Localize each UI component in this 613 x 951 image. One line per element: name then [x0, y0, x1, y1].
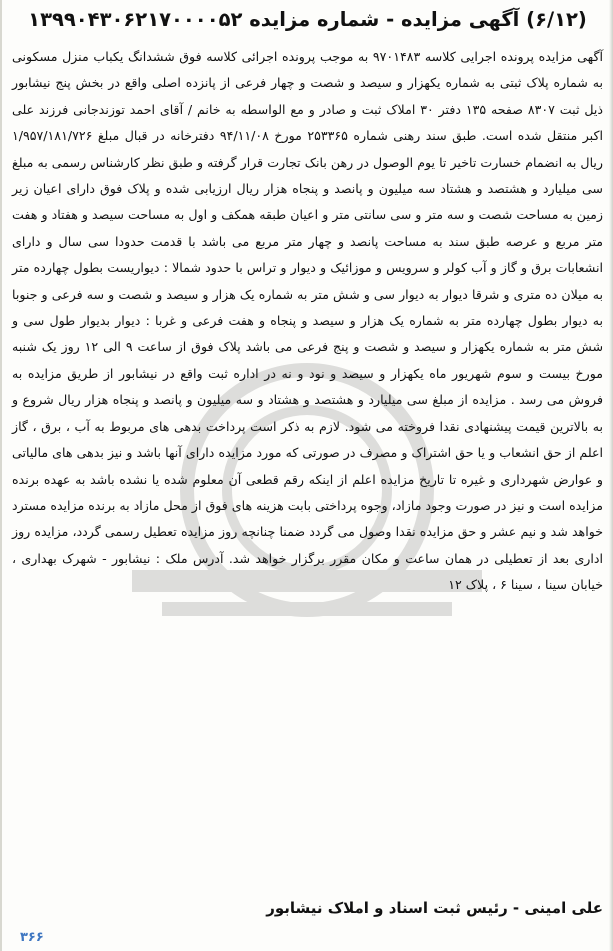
- notice-body: آگهی مزایده پرونده اجرایی کلاسه ۹۷۰۱۴۸۳ به موجب پرونده اجرائی کلاسه فوق ششدانگ یکباب منزل مسکونی به شماره پلاک ثبتی به شماره یکهزار و سیصد و شصت و چهار فرعی از پانزده اصلی واقع در بخش پنج نیشابور ذیل ثبت ۸۳۰۷ صفحه ۱۳۵ دفتر ۳۰ املاک ثبت و صادر و مع الواسطه به خانم / آقای احمد توزندجانی فرزند علی اکبر منتقل شده است. طبق سند رهنی شماره ۲۵۳۳۶۵ مورخ ۹۴/۱۱/۰۸ دفترخانه در قبال مبلغ ۱/۹۵۷/۱۸۱/۷۲۶ ریال به انضمام خسارت تاخیر تا یوم الوصول در رهن بانک تجارت قرار گرفته و طبق نظر کارشناس رسمی به مبلغ سی میلیارد و هشتصد و هشتاد سه میلیون و پانصد و پنجاه هزار ریال ارزیابی شده و پلاک فوق دارای اعیان زیر زمین به مساحت شصت و سه متر و سی سانتی متر و اعیان طبقه همکف و اول به مساحت سیصد و هفتاد و هفت متر مربع و عرصه طبق سند به مساحت پانصد و چهار متر مربع می باشد با قدمت حدودا سی سال و دارای انشعابات برق و گاز و آب کولر و سرویس و موزائیک و دیوار و تراس با حدود شمالا : دیواریست بطول چهارده متر به میلان ده متری و شرقا دیوار به دیوار سی و شش متر به شماره یک هزار و سیصد و شصت و سه فرعی و جنوبا به دیوار بطول چهارده متر به شماره یک هزار و سیصد و پنجاه و هفت فرعی و غربا : دیوار بدیوار طول سی و شش متر به شماره یکهزار و سیصد و شصت و پنج فرعی می باشد پلاک فوق از ساعت ۹ الی ۱۲ روز یک شنبه مورخ بیست و سوم شهریور ماه یکهزار و سیصد و نود و نه در اداره ثبت واقع در نیشابور از طریق مزایده به فروش می رسد . مزایده از مبلغ سی میلیارد و هشتصد و هشتاد و سه میلیون و پانصد و پنجاه هزار ریال شروع و به بالاترین قیمت پیشنهادی نقدا فروخته می شود. لازم به ذکر است پرداخت بدهی های مربوط به آب ، برق ، گاز اعلم از حق انشعاب و یا حق اشتراک و مصرف در صورتی که مورد مزایده دارای آنها باشد و نیز بدهی های مالیاتی و عوارض شهرداری و غیره تا تاریخ مزایده اعلم از اینکه رقم قطعی آن معلوم شده یا نشده باشد به عهده برنده مزایده است و نیز در صورت وجود مازاد، وجوه پرداختی بابت هزینه های فوق از محل مازاد به برنده مزایده مسترد خواهد شد و نیم عشر و حق مزایده نقدا وصول می گردد ضمنا چنانچه روز مزایده تعطیل رسمی گردد، مزایده روز اداری بعد از تعطیلی در همان ساعت و مکان مقرر برگزار خواهد شد. آدرس ملک : نیشابور - شهرک بهداری ، خیابان سینا ، سینا ۶ ، پلاک ۱۲: [12, 49, 604, 593]
- notice-title: (۶/۱۲) آگهی مزایده - شماره مزایده ۱۳۹۹۰۴۳۰۶۲۱۷۰۰۰۰۵۲: [28, 8, 587, 31]
- footer-code: ۳۶۶: [20, 930, 44, 945]
- paper-edge-shadow: [609, 0, 613, 951]
- notice-signature: علی امینی - رئیس ثبت اسناد و املاک نیشابور: [266, 899, 603, 917]
- auction-notice: [12, 6, 603, 945]
